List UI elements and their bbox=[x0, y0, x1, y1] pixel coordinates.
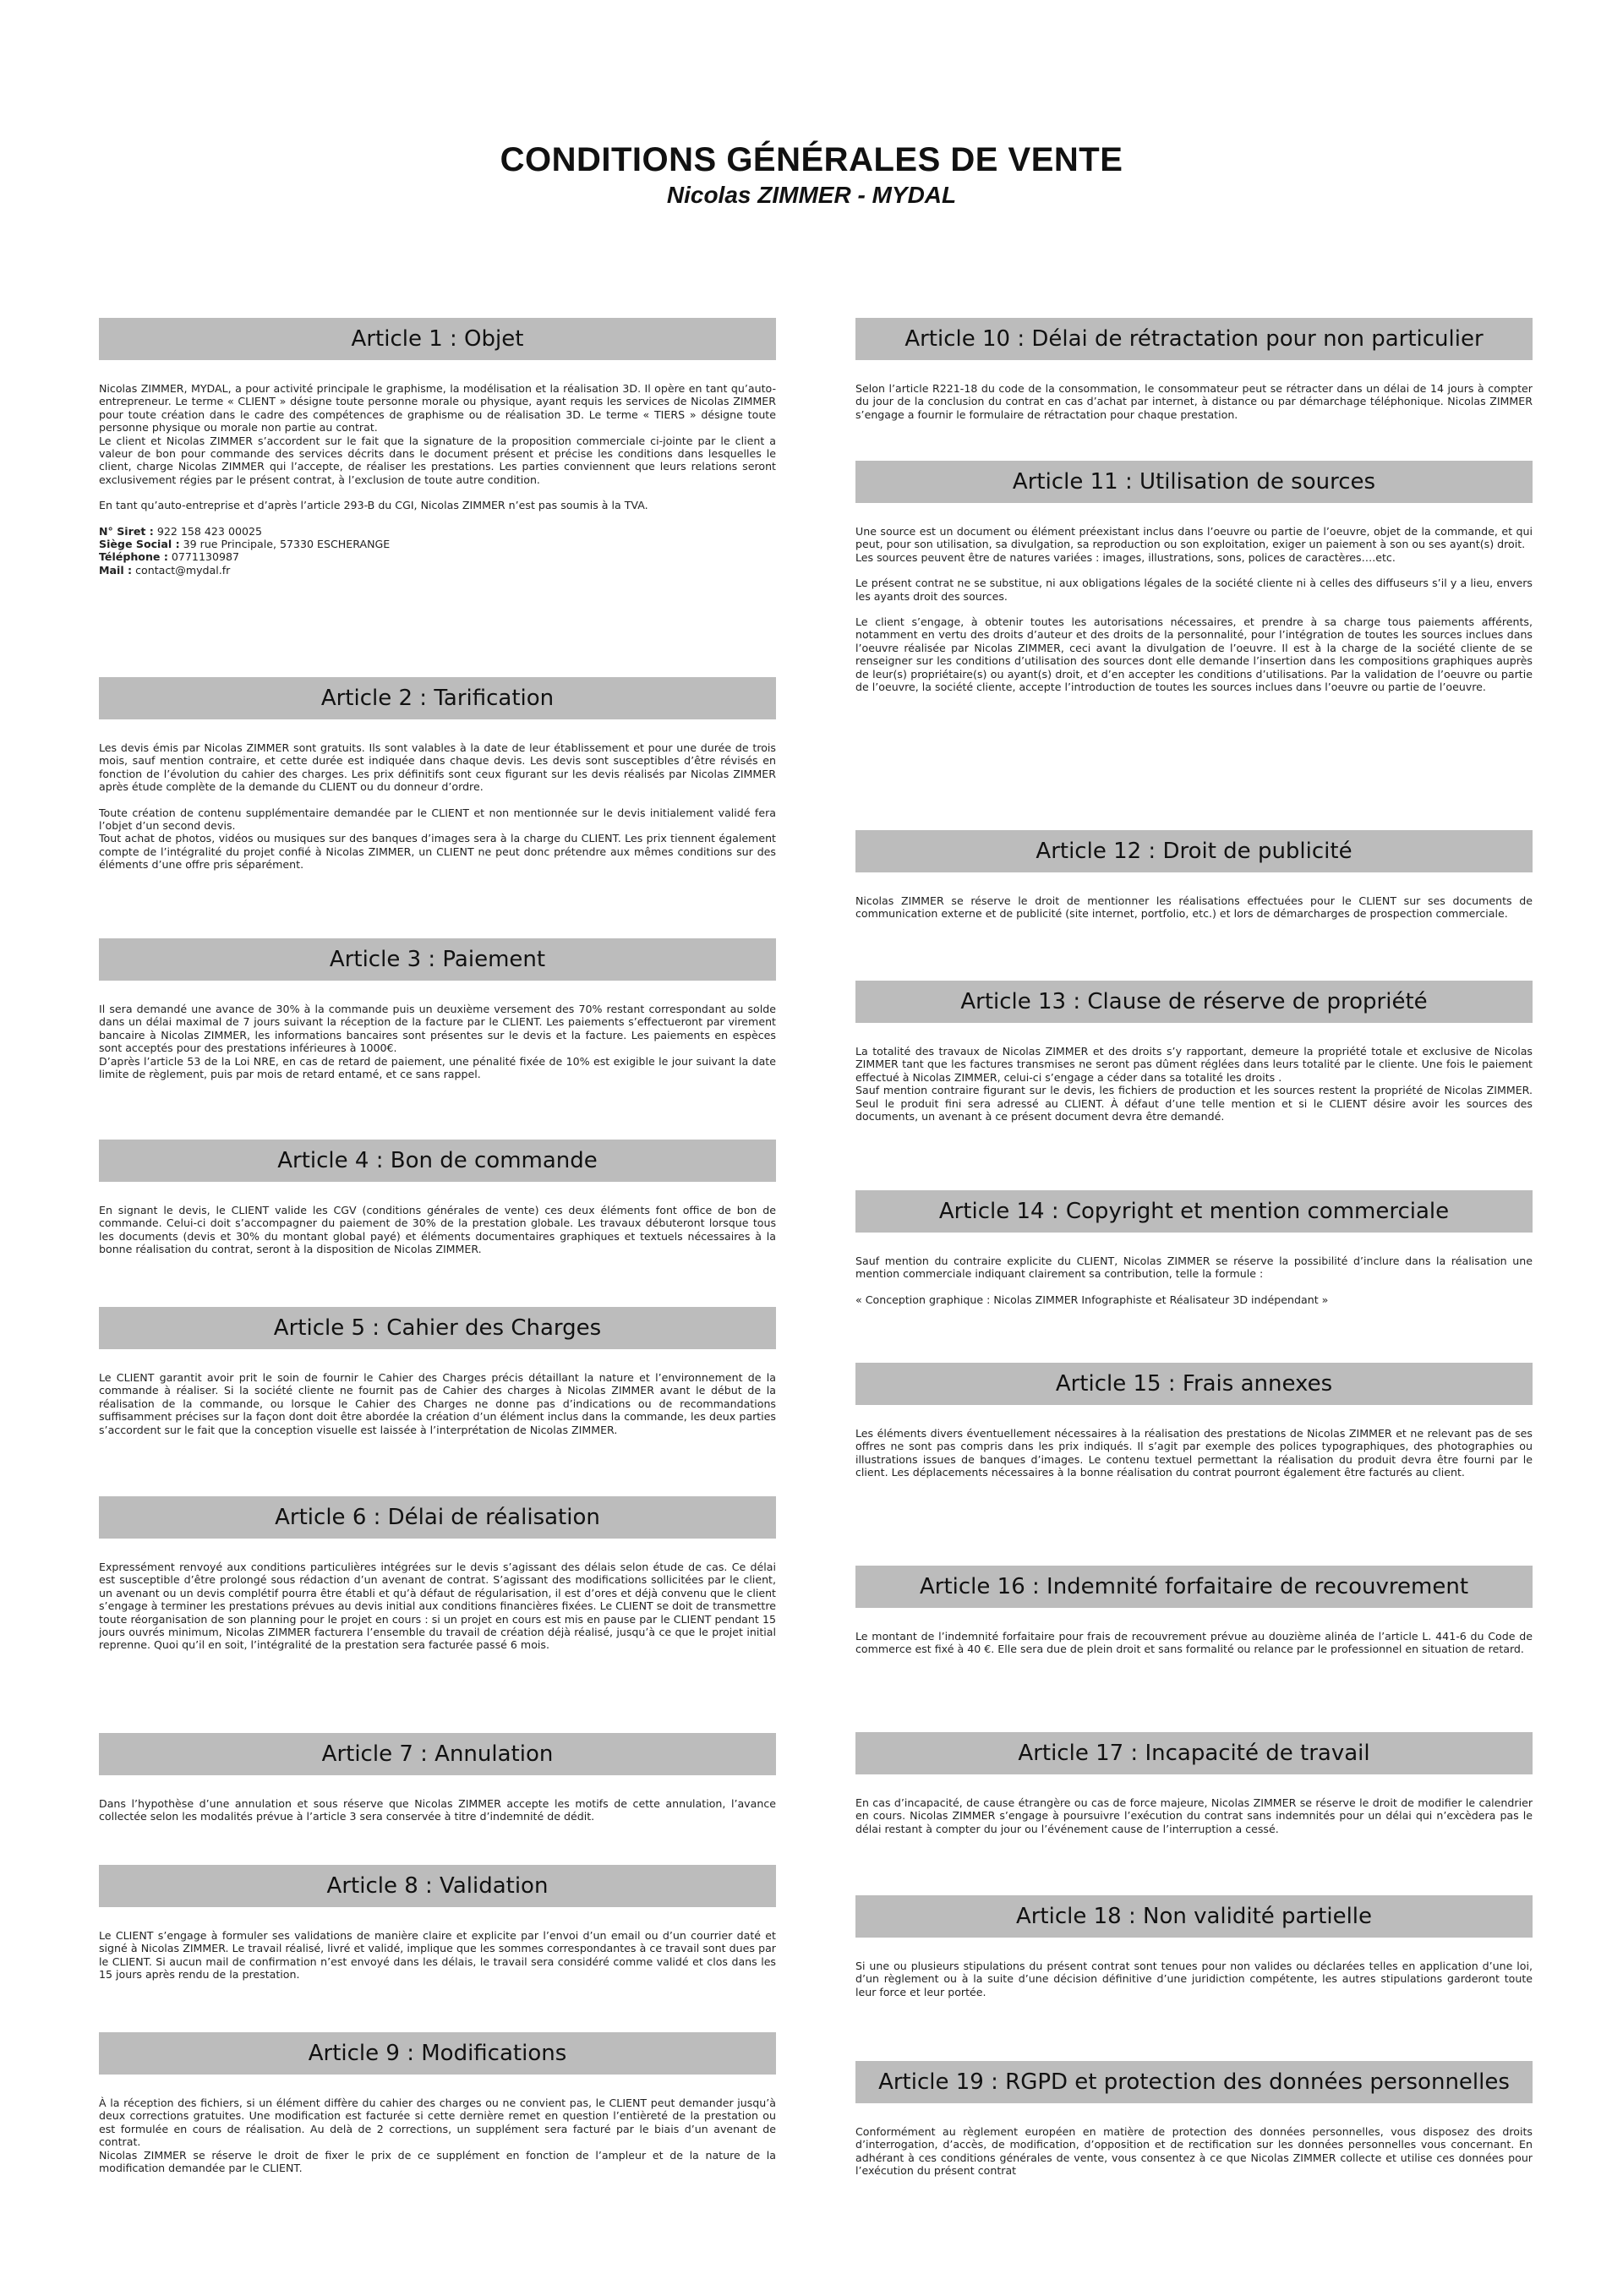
article-title: Article 6 : Délai de réalisation bbox=[99, 1496, 776, 1539]
article-body bbox=[855, 382, 1533, 421]
article-paragraph: Nicolas ZIMMER se réserve le droit de mentionner les réalisations effectuées pour le CLIENT sur ses documents de communication externe et de publicité (site internet, portfolio, etc.) et lors de démarcharges de prospection commerciale. bbox=[855, 894, 1533, 921]
article-title: Article 11 : Utilisation de sources bbox=[855, 461, 1533, 503]
article-body bbox=[855, 2125, 1533, 2178]
article-15 bbox=[855, 1363, 1533, 1479]
article-title: Article 14 : Copyright et mention commerciale bbox=[855, 1190, 1533, 1233]
article-paragraph: Le présent contrat ne se substitue, ni aux obligations légales de la société cliente ni à celles des diffuseurs s’il y a lieu, envers les ayants droit des sources. bbox=[855, 577, 1533, 603]
siret-label: N° Siret : bbox=[99, 524, 154, 538]
article-body bbox=[99, 1929, 776, 1982]
article-6 bbox=[99, 1496, 776, 1652]
telephone-line bbox=[99, 550, 776, 563]
article-title: Article 3 : Paiement bbox=[99, 938, 776, 981]
article-body bbox=[99, 2096, 776, 2174]
article-9 bbox=[99, 2032, 776, 2174]
article-body bbox=[855, 894, 1533, 921]
article-paragraph: À la réception des fichiers, si un élément diffère du cahier des charges ou ne convient pas, le CLIENT peut demander jusqu’à deux corrections gratuites. Une modification est facturée si cette dernière remet en question l’entièreté de la prestation ou est formulée en cours de réalisation. Au delà de 2 corrections, un supplément sera facturé par le biais d’un avenant de contrat. bbox=[99, 2096, 776, 2149]
article-paragraph: Le client et Nicolas ZIMMER s’accordent sur le fait que la signature de la proposition commerciale ci-jointe par le client a valeur de bon pour commande des services décrits dans le document présent et précise les conditions dans lesquelles le client, charge Nicolas ZIMMER qui l’accepte, de réaliser les prestations. Les parties conviennent que leurs relations seront exclusivement régies par le présent contrat, à l’exclusion de toute autre condition. bbox=[99, 434, 776, 486]
article-title: Article 16 : Indemnité forfaitaire de recouvrement bbox=[855, 1566, 1533, 1608]
article-11 bbox=[855, 461, 1533, 693]
article-title: Article 4 : Bon de commande bbox=[99, 1140, 776, 1182]
article-title: Article 19 : RGPD et protection des données personnelles bbox=[855, 2061, 1533, 2103]
article-5 bbox=[99, 1307, 776, 1436]
article-paragraph: Toute création de contenu supplémentaire demandée par le CLIENT et non mentionnée sur le devis initialement validé fera l’objet d’un second devis. bbox=[99, 806, 776, 833]
article-paragraph: Expressément renvoyé aux conditions particulières intégrées sur le devis s’agissant des délais selon étude de cas. Ce délai est susceptible d’être prolongé sous rédaction d’un avenant de contrat. S’agissant des modifications sollicitées par le client, un avenant ou un devis complétif pourra être établi et qu’à défaut de régularisation, il est d’ores et déjà convenu que le client s’engage à terminer les prestations prévues au devis initial aux conditions financières fixées. Le CLIENT se doit de transmettre toute réorganisation de son planning pour le projet en cours : si un projet en cours est mis en pause par le CLIENT pendant 15 jours ouvrés minimum, Nicolas ZIMMER facturera l’ensemble du travail de création déjà réalisé, jusqu’à ce que le projet initial reprenne. Quoi qu’il en soit, l’intégralité de la prestation sera facturée passé 6 mois. bbox=[99, 1561, 776, 1652]
article-body bbox=[99, 1371, 776, 1436]
article-16 bbox=[855, 1566, 1533, 1656]
article-13 bbox=[855, 981, 1533, 1123]
article-paragraph: Une source est un document ou élément préexistant inclus dans l’oeuvre ou partie de l’oeuvre, objet de la commande, et qui peut, pour son utilisation, sa divulgation, sa reproduction ou son exploitation, exiger un paiement à son ou ses ayant(s) droit. bbox=[855, 525, 1533, 551]
article-paragraph: Nicolas ZIMMER se réserve le droit de fixer le prix de ce supplément en fonction de l’ampleur et de la nature de la modification demandée par le CLIENT. bbox=[99, 2148, 776, 2175]
siret-line bbox=[99, 525, 776, 538]
article-body bbox=[855, 1045, 1533, 1123]
article-1 bbox=[99, 318, 776, 577]
mail-label: Mail : bbox=[99, 563, 133, 577]
article-paragraph: Le montant de l’indemnité forfaitaire pour frais de recouvrement prévue au douzième alinéa de l’article L. 441-6 du Code de commerce est fixé à 40 €. Elle sera due de plein droit et sans formalité ou relance par le professionnel en situation de retard. bbox=[855, 1630, 1533, 1656]
article-19 bbox=[855, 2061, 1533, 2178]
article-3 bbox=[99, 938, 776, 1080]
article-paragraph: Les devis émis par Nicolas ZIMMER sont gratuits. Ils sont valables à la date de leur établissement et pour une durée de trois mois, sauf mention contraire, et cette durée est indiquée dans chaque devis. Les devis sont susceptibles d’être révisés en fonction de l’évolution du cahier des charges. Les prix définitifs sont ceux figurant sur les devis réalisés par Nicolas ZIMMER après étude complète de la demande du CLIENT ou du donneur d’ordre. bbox=[99, 741, 776, 794]
telephone-label: Téléphone : bbox=[99, 550, 168, 564]
article-paragraph: La totalité des travaux de Nicolas ZIMMER et des droits s’y rapportant, demeure la propriété totale et exclusive de Nicolas ZIMMER tant que les factures transmises ne seront pas dûment réglées dans leurs totalité par le cliente. Une fois le paiement effectué à Nicolas ZIMMER, celui-ci s’engage a céder dans sa totalité les droits . bbox=[855, 1045, 1533, 1084]
article-title: Article 10 : Délai de rétractation pour non particulier bbox=[855, 318, 1533, 360]
article-body bbox=[99, 1204, 776, 1256]
article-paragraph: Nicolas ZIMMER, MYDAL, a pour activité principale le graphisme, la modélisation et la réalisation 3D. Il opère en tant qu’auto-entrepreneur. Le terme « CLIENT » désigne toute personne morale ou physique, ayant requis les services de Nicolas ZIMMER pour toute création dans le cadre des compétences de graphisme ou de réalisation 3D. Le terme « TIERS » désigne toute personne physique ou morale non partie au contrat. bbox=[99, 382, 776, 435]
article-title: Article 15 : Frais annexes bbox=[855, 1363, 1533, 1405]
article-14 bbox=[855, 1190, 1533, 1306]
article-body bbox=[99, 1003, 776, 1080]
article-title: Article 17 : Incapacité de travail bbox=[855, 1732, 1533, 1774]
article-paragraph: En signant le devis, le CLIENT valide les CGV (conditions générales de vente) ces deux éléments font office de bon de commande. Celui-ci doit s’accompagner du paiement de 30% de la prestation globale. Les travaux débuteront lorsque tous les documents (devis et 30% du montant global payé) et éléments documentaires graphiques et textuels nécessaires à la bonne réalisation du contrat, seront à la disposition de Nicolas ZIMMER. bbox=[99, 1204, 776, 1256]
article-title: Article 8 : Validation bbox=[99, 1865, 776, 1907]
article-title: Article 1 : Objet bbox=[99, 318, 776, 360]
article-paragraph: Dans l’hypothèse d’une annulation et sous réserve que Nicolas ZIMMER accepte les motifs de cette annulation, l’avance collectée selon les modalités prévue à l’article 3 sera conservée à titre d’indemnité de dédit. bbox=[99, 1797, 776, 1823]
article-body bbox=[855, 1427, 1533, 1479]
article-paragraph: En tant qu’auto-entreprise et d’après l’article 293-B du CGI, Nicolas ZIMMER n’est pas soumis à la TVA. bbox=[99, 499, 648, 512]
article-7 bbox=[99, 1733, 776, 1823]
article-12 bbox=[855, 830, 1533, 921]
mail-value: contact@mydal.fr bbox=[132, 563, 231, 577]
article-body bbox=[855, 1796, 1533, 1835]
article-paragraph: Le CLIENT garantit avoir prit le soin de fournir le Cahier des Charges précis détaillant la nature et l’environnement de la commande à réaliser. Si la société cliente ne fournit pas de Cahier des charges à Nicolas ZIMMER avant le début de la réalisation de la commande, ou lorsque le Cahier des Charges ne donne pas d’indications ou de recommandations suffisamment précises sur la façon dont doit être abordée la création d’un élément inclus dans la commande, les deux parties s’accordent sur le fait que la conception visuelle est laissée à l’interprétation de Nicolas ZIMMER. bbox=[99, 1371, 776, 1436]
article-paragraph: Le CLIENT s’engage à formuler ses validations de manière claire et explicite par l’envoi d’un email ou d’un courrier daté et signé à Nicolas ZIMMER. Le travail réalisé, livré et validé, implique que les sommes correspondantes à ce travail sont dues par le CLIENT. Si aucun mail de confirmation n’est envoyé dans les délais, le travail sera considéré comme validé et clos dans les 15 jours après rendu de la prestation. bbox=[99, 1929, 776, 1982]
article-10 bbox=[855, 318, 1533, 421]
article-paragraph: Si une ou plusieurs stipulations du présent contrat sont tenues pour non valides ou déclarées telles en application d’une loi, d’un règlement ou à la suite d’une décision définitive d’une juridiction compétente, les autres stipulations garderont toute leur force et leur portée. bbox=[855, 1960, 1533, 1998]
article-8 bbox=[99, 1865, 776, 1982]
article-body bbox=[99, 1561, 776, 1652]
siege-label: Siège Social : bbox=[99, 538, 180, 551]
article-body bbox=[99, 382, 776, 577]
siege-value: 39 rue Principale, 57330 ESCHERANGE bbox=[179, 538, 391, 551]
article-body bbox=[855, 1630, 1533, 1656]
article-17 bbox=[855, 1732, 1533, 1835]
article-body bbox=[855, 1960, 1533, 1998]
article-body bbox=[99, 741, 776, 872]
article-paragraph: Tout achat de photos, vidéos ou musiques sur des banques d’images sera à la charge du CLIENT. Les prix tiennent également compte de l’intégralité du projet confié à Nicolas ZIMMER, un CLIENT ne peut donc prétendre aux mêmes conditions sur des éléments d’une offre pris séparément. bbox=[99, 832, 776, 872]
page-header bbox=[0, 139, 1623, 210]
article-paragraph: Les éléments divers éventuellement nécessaires à la réalisation des prestations de Nicolas ZIMMER et ne relevant pas de ses offres ne sont pas compris dans les prix indiqués. Il s’agit par exemple des polices typographiques, des photographies ou illustrations issues de banques d’images. Le contenu textuel permettant la réalisation du produit devra être fourni par le client. Les déplacements nécessaires à la bonne réalisation du contrat pourront également être facturés au client. bbox=[855, 1427, 1533, 1479]
article-18 bbox=[855, 1895, 1533, 1998]
article-paragraph: D’après l’article 53 de la Loi NRE, en cas de retard de paiement, une pénalité fixée de 10% est exigible le jour suivant la date limite de règlement, puis par mois de retard entamé, et ce sans rappel. bbox=[99, 1054, 776, 1081]
siret-value: 922 158 423 00025 bbox=[153, 524, 263, 538]
article-title: Article 12 : Droit de publicité bbox=[855, 830, 1533, 872]
article-title: Article 5 : Cahier des Charges bbox=[99, 1307, 776, 1349]
article-paragraph: Le client s’engage, à obtenir toutes les autorisations nécessaires, et prendre à sa charge tous paiements afférents, notamment en vertu des droits d’auteur et des droits de la personnalité, pour l’intégration de toutes les sources inclues dans l’oeuvre réalisée par Nicolas ZIMMER, ceci avant la divulgation de l’oeuvre. Il est à la charge de la société cliente de se renseigner sur les conditions d’utilisation des sources dont elle demande l’insertion dans les compositions graphiques auprès de leur(s) propriétaire(s) ou ayant(s) droit, et d’en accepter les conditions d’utilisations. Par la validation de l’oeuvre ou partie de l’oeuvre, la société cliente, accepte l’introduction de toutes les sources inclues dans l’oeuvre ou partie de l’oeuvre. bbox=[855, 615, 1533, 694]
article-paragraph: Sauf mention du contraire explicite du CLIENT, Nicolas ZIMMER se réserve la possibilité d’inclure dans la réalisation une mention commerciale indiquant clairement sa contribution, telle la formule : bbox=[855, 1255, 1533, 1281]
page-subtitle: Nicolas ZIMMER - MYDAL bbox=[666, 182, 957, 208]
article-paragraph: « Conception graphique : Nicolas ZIMMER Infographiste et Réalisateur 3D indépendant » bbox=[855, 1293, 1329, 1306]
article-paragraph: En cas d’incapacité, de cause étrangère ou cas de force majeure, Nicolas ZIMMER se réserve le droit de modifier le calendrier en cours. Nicolas ZIMMER s’engage à poursuivre l’exécution du contrat sans indemnités pour un délai qui n’excèdera pas le délai restant à compter du jour ou l’événement cause de l’interruption a cessé. bbox=[855, 1796, 1533, 1835]
article-body bbox=[855, 1255, 1533, 1306]
article-4 bbox=[99, 1140, 776, 1256]
article-title: Article 9 : Modifications bbox=[99, 2032, 776, 2075]
article-title: Article 18 : Non validité partielle bbox=[855, 1895, 1533, 1938]
article-paragraph: Sauf mention contraire figurant sur le devis, les fichiers de production et les sources restent la propriété de Nicolas ZIMMER. Seul le produit fini sera adressé au CLIENT. À défaut d’une telle mention et si le CLIENT désire avoir les sources des documents, un avenant à ce présent document devra être demandé. bbox=[855, 1084, 1533, 1123]
article-2 bbox=[99, 677, 776, 872]
article-body bbox=[99, 1797, 776, 1823]
siege-line bbox=[99, 538, 776, 550]
article-title: Article 13 : Clause de réserve de propriété bbox=[855, 981, 1533, 1023]
article-title: Article 7 : Annulation bbox=[99, 1733, 776, 1775]
article-paragraph: Les sources peuvent être de natures variées : images, illustrations, sons, polices de caractères….etc. bbox=[855, 550, 1396, 564]
mail-line bbox=[99, 564, 776, 577]
article-paragraph: Conformément au règlement européen en matière de protection des données personnelles, vous disposez des droits d’interrogation, d’accès, de modification, d’opposition et de rectification sur les données personnelles vous concernant. En adhérant à ces conditions générales de vente, vous consentez à ce que Nicolas ZIMMER collecte et utilise ces données pour l’exécution du présent contrat bbox=[855, 2125, 1533, 2178]
article-paragraph: Selon l’article R221-18 du code de la consommation, le consommateur peut se rétracter dans un délai de 14 jours à compter du jour de la conclusion du contrat en cas d’achat par internet, à distance ou par démarchage téléphonique. Nicolas ZIMMER s’engage a fournir le formulaire de rétractation pour chaque prestation. bbox=[855, 382, 1533, 421]
article-body bbox=[855, 525, 1533, 693]
article-paragraph: Il sera demandé une avance de 30% à la commande puis un deuxième versement des 70% restant correspondant au solde dans un délai maximal de 7 jours suivant la réception de la facture par le CLIENT. Les paiements s’effectueront par virement bancaire à Nicolas ZIMMER, les informations bancaires sont présentes sur le devis et la facture. Les paiements en espèces sont acceptés pour des prestations inférieures à 1000€. bbox=[99, 1003, 776, 1055]
page-title: CONDITIONS GÉNÉRALES DE VENTE bbox=[500, 141, 1123, 178]
article-title: Article 2 : Tarification bbox=[99, 677, 776, 719]
telephone-value: 0771130987 bbox=[167, 550, 240, 564]
